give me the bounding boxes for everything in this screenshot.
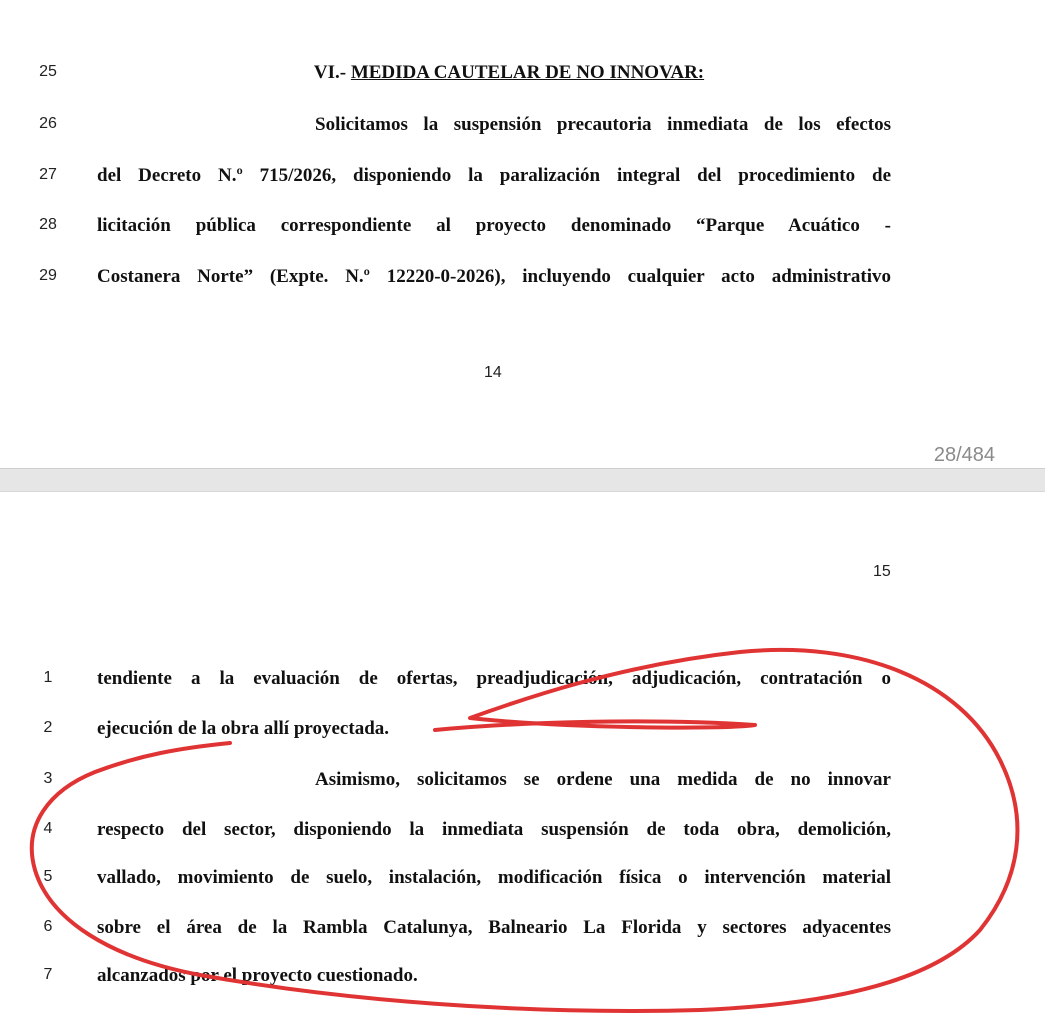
paragraph-text: licitación pública correspondiente al proyecto denominado “Parque Acuático -: [97, 215, 891, 236]
paragraph-text: Costanera Norte” (Expte. N.º 12220-0-2026), incluyendo cualquier acto administrativo: [97, 266, 891, 287]
line-number: 28: [39, 216, 57, 233]
line-5: [0, 860, 1045, 900]
document-page-14: [0, 0, 1045, 468]
paragraph-text: tendiente a la evaluación de ofertas, preadjudicación, adjudicación, contratación o: [97, 668, 891, 689]
paragraph-text: vallado, movimiento de suelo, instalación, modificación física o intervención material: [97, 867, 891, 888]
page-number: 14: [484, 364, 502, 381]
line-7: [0, 958, 1045, 998]
line-number: 25: [39, 63, 57, 80]
line-number: 2: [43, 719, 53, 736]
line-3: [0, 762, 1045, 802]
line-25: [0, 55, 1045, 95]
paragraph-text: Solicitamos la suspensión precautoria inmediata de los efectos: [315, 114, 891, 135]
line-4: [0, 812, 1045, 852]
line-number: 27: [39, 166, 57, 183]
line-number: 7: [43, 966, 53, 983]
heading-prefix: VI.-: [313, 62, 351, 83]
paragraph-text: sobre el área de la Rambla Catalunya, Balneario La Florida y sectores adyacentes: [97, 917, 891, 938]
paragraph-text: respecto del sector, disponiendo la inmediata suspensión de toda obra, demolición,: [97, 819, 891, 840]
line-29: [0, 259, 1045, 299]
line-number: 1: [43, 669, 53, 686]
page-number: 15: [873, 563, 891, 580]
paragraph-text: Asimismo, solicitamos se ordene una medida de no innovar: [315, 769, 891, 790]
page-counter: 28/484: [933, 444, 995, 466]
line-number: 5: [43, 868, 53, 885]
line-2: [0, 711, 1045, 751]
line-number: 6: [43, 918, 53, 935]
section-heading: [97, 60, 891, 86]
line-26: [0, 107, 1045, 147]
document-page-15: [0, 492, 1045, 1015]
paragraph-text: del Decreto N.º 715/2026, disponiendo la paralización integral del procedimiento de: [97, 165, 891, 186]
line-number: 29: [39, 267, 57, 284]
line-number: 4: [43, 820, 53, 837]
line-28: [0, 208, 1045, 248]
heading-title: MEDIDA CAUTELAR DE NO INNOVAR:: [350, 62, 705, 83]
paragraph-text: ejecución de la obra allí proyectada.: [97, 718, 390, 739]
paragraph-text: alcanzados por el proyecto cuestionado.: [97, 965, 418, 986]
line-27: [0, 158, 1045, 198]
page-separator: [0, 468, 1045, 492]
line-6: [0, 910, 1045, 950]
line-number: 26: [39, 115, 57, 132]
line-1: [0, 661, 1045, 701]
line-number: 3: [43, 770, 53, 787]
